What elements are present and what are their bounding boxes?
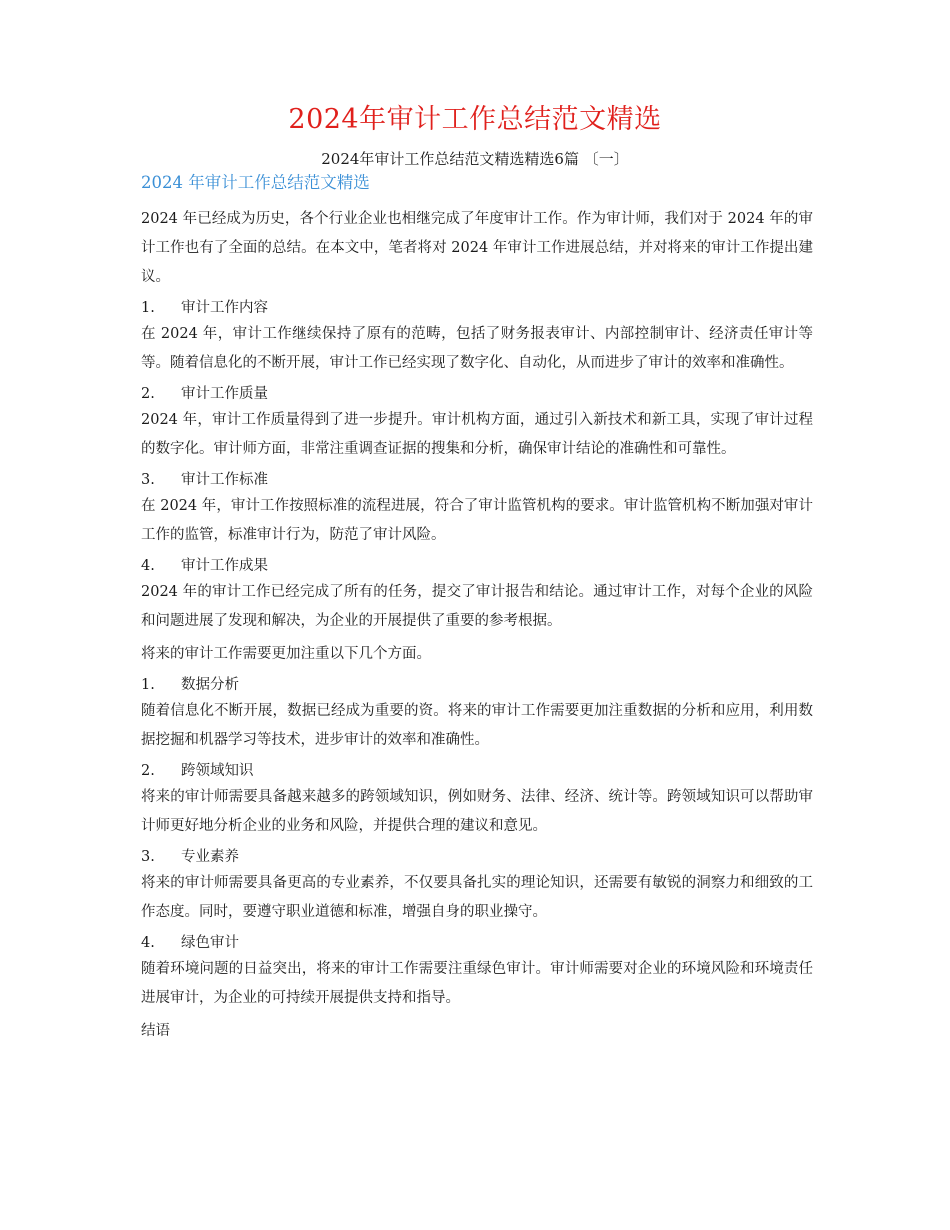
paragraph: 在 2024 年，审计工作按照标准的流程进展，符合了审计监管机构的要求。审计监管机构不断加强对审计工作的监管，标准审计行为，防范了审计风险。	[141, 498, 813, 543]
paragraph: 随着环境问题的日益突出，将来的审计工作需要注重绿色审计。审计师需要对企业的环境风险和环境责任进展审计，为企业的可持续开展提供支持和指导。	[141, 961, 813, 1006]
document-title: 2024年审计工作总结范文精选	[288, 104, 662, 135]
item-title: 跨领域知识	[181, 763, 254, 779]
paragraph: 将来的审计师需要具备更高的专业素养，不仅要具备扎实的理论知识，还需要有敏锐的洞察力和细致的工作态度。同时，要遵守职业道德和标准，增强自身的职业操守。	[141, 875, 813, 920]
numbered-item	[141, 382, 813, 406]
numbered-item	[141, 931, 813, 955]
item-number: 1.	[141, 300, 155, 316]
item-title: 数据分析	[181, 677, 239, 693]
item-number: 4.	[141, 935, 155, 951]
numbered-item	[141, 759, 813, 783]
paragraph: 将来的审计工作需要更加注重以下几个方面。	[141, 646, 431, 662]
paragraph: 2024 年已经成为历史，各个行业企业也相继完成了年度审计工作。作为审计师，我们对于 2024 年的审计工作也有了全面的总结。在本文中，笔者将对 2024 年审计工作进展总结，并对将来的审计工作提出建议。	[141, 211, 813, 285]
numbered-item	[141, 468, 813, 492]
numbered-item	[141, 554, 813, 578]
item-number: 2.	[141, 763, 155, 779]
paragraph: 在 2024 年，审计工作继续保持了原有的范畴，包括了财务报表审计、内部控制审计、经济责任审计等等。随着信息化的不断开展，审计工作已经实现了数字化、自动化，从而进步了审计的效率和准确性。	[141, 326, 813, 371]
item-title: 审计工作标准	[181, 472, 268, 488]
item-number: 4.	[141, 558, 155, 574]
item-title: 专业素养	[181, 849, 239, 865]
paragraph: 2024 年，审计工作质量得到了进一步提升。审计机构方面，通过引入新技术和新工具，实现了审计过程的数字化。审计师方面，非常注重调查证据的搜集和分析，确保审计结论的准确性和可靠性。	[141, 412, 813, 457]
item-number: 2.	[141, 386, 155, 402]
numbered-item	[141, 673, 813, 697]
section-heading: 2024 年审计工作总结范文精选	[141, 173, 370, 192]
numbered-item	[141, 296, 813, 320]
item-title: 审计工作成果	[181, 558, 268, 574]
paragraph: 将来的审计师需要具备越来越多的跨领域知识，例如财务、法律、经济、统计等。跨领域知识可以帮助审计师更好地分析企业的业务和风险，并提供合理的建议和意见。	[141, 789, 813, 834]
item-number: 1.	[141, 677, 155, 693]
paragraph: 随着信息化不断开展，数据已经成为重要的资。将来的审计工作需要更加注重数据的分析和应用，利用数据挖掘和机器学习等技术，进步审计的效率和准确性。	[141, 703, 813, 748]
document-subtitle: 2024年审计工作总结范文精选精选6篇 〔一〕	[321, 150, 629, 168]
item-title: 审计工作内容	[181, 300, 268, 316]
item-title: 审计工作质量	[181, 386, 268, 402]
item-title: 绿色审计	[181, 935, 239, 951]
paragraph: 结语	[141, 1023, 170, 1039]
numbered-item	[141, 845, 813, 869]
item-number: 3.	[141, 849, 155, 865]
paragraph: 2024 年的审计工作已经完成了所有的任务，提交了审计报告和结论。通过审计工作，对每个企业的风险和问题进展了发现和解决，为企业的开展提供了重要的参考根据。	[141, 584, 813, 629]
item-number: 3.	[141, 472, 155, 488]
document-body	[141, 205, 813, 1050]
